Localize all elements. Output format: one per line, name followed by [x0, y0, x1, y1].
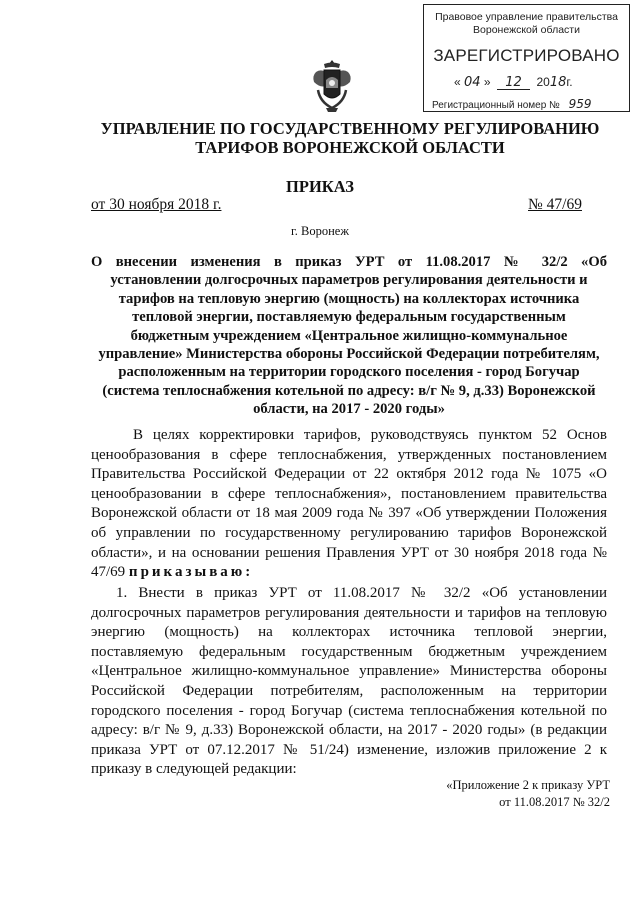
order-date: от 30 ноября 2018 г. — [91, 196, 222, 213]
stamp-organization — [424, 11, 629, 37]
stamp-year-prefix: 20 — [536, 75, 550, 89]
stamp-number — [432, 97, 597, 111]
department-line2: ТАРИФОВ ВОРОНЕЖСКОЙ ОБЛАСТИ — [195, 138, 505, 157]
appendix-reference — [446, 777, 610, 811]
registration-stamp — [423, 4, 630, 112]
order-title: ПРИКАЗ — [286, 177, 354, 196]
order-city: г. Воронеж — [291, 224, 349, 238]
stamp-org-line1: Правовое управление правительства — [435, 11, 618, 23]
stamp-date: « 04 » 12 2018г. — [454, 75, 573, 90]
order-command: приказываю: — [128, 564, 254, 581]
subject-rest: установлении долгосрочных параметров регулирования деятельности и тарифов на тепловую энергию (мощность) на коллекторах источника тепловой энергии, поставляемую федеральным государственным бюджетным учреждением «Центральное жилищно-коммунальное управление» Министерства обороны Российской Федерации потребителям, расположенным на территории городского поселения - город Богучар (система теплоснабжения котельной по адресу: в/г № 9, д.33) Воронежской области, на 2017 - 2020 годы» — [98, 272, 600, 418]
appendix-line1: «Приложение 2 к приказу УРТ — [446, 778, 610, 792]
item-1-paragraph: 1. Внести в приказ УРТ от 11.08.2017 № 32/2 «Об установлении долгосрочных параметров регулирования деятельности и тарифов на тепловую энергию (мощность) на коллекторах источника тепловой энергии, поставляемую федеральным государственным бюджетным учреждением «Центральное жилищно-коммунальное управление» Министерства обороны Российской Федерации потребителям, расположенным на территории городского поселения - город Богучар (система теплоснабжения котельной по адресу: в/г № 9, д.33) Воронежской области, на 2017 - 2020 годы» (в редакции приказа УРТ от 07.12.2017 № 51/24) изменение, изложив приложение 2 к приказу в следующей редакции: — [91, 585, 607, 778]
stamp-number-label: Регистрационный номер № — [432, 100, 560, 111]
order-subject — [91, 253, 607, 419]
stamp-org-line2: Воронежской области — [473, 24, 580, 36]
stamp-month: 12 — [505, 75, 522, 90]
preamble-text: В целях корректировки тарифов, руководствуясь пунктом 52 Основ ценообразования в сфере теплоснабжения, утвержденных постановлением Правительства Российской Федерации от 22 октября 2012 года № 1075 «О ценообразовании в сфере теплоснабжения», постановлением правительства Воронежской области от 18 мая 2009 года № 397 «Об утверждении Положения об управлении по государственному регулированию тарифов Воронежской области», и на основании решения Правления УРТ от 30 ноября 2018 года № 47/69 — [91, 427, 607, 581]
subject-first-line: О внесении изменения в приказ УРТ от 11.08.2017 № 32/2 «Об — [91, 254, 607, 270]
stamp-registered-label: ЗАРЕГИСТРИРОВАНО — [433, 46, 620, 65]
order-number: № 47/69 — [528, 196, 582, 213]
preamble-paragraph — [91, 426, 607, 583]
coat-of-arms-icon — [308, 58, 356, 114]
department-line1: УПРАВЛЕНИЕ ПО ГОСУДАРСТВЕННОМУ РЕГУЛИРОВАНИЮ — [100, 119, 600, 138]
department-name — [60, 119, 640, 157]
stamp-number-value: 959 — [563, 97, 598, 112]
stamp-day: 04 — [464, 75, 481, 90]
appendix-line2: от 11.08.2017 № 32/2 — [499, 795, 610, 809]
stamp-year-suffix: 18 — [549, 75, 567, 90]
